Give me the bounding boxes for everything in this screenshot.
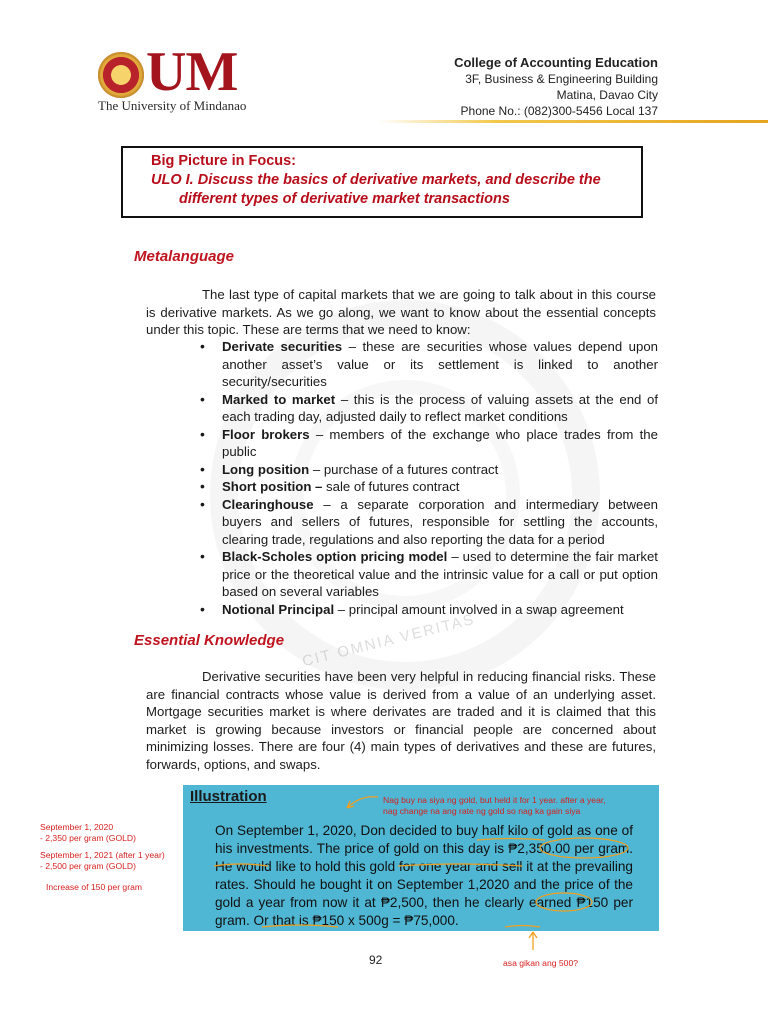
term-definition: – members of the exchange who place trades from the public [222,426,658,459]
term-definition: – this is the process of valuing assets at the end of each trading day, adjusted daily to reflect market conditions [222,391,659,424]
term-label: Long position [222,461,310,477]
term-label: Short position – [222,479,323,494]
metalanguage-intro-text: The last type of capital markets that we are going to talk about in this course is derivative markets. As we go along, we want to know about the essential concepts under this topic. These are terms that we need to know: [146,287,656,337]
underline-earned [262,925,338,927]
page-number: 92 [369,953,383,967]
arrow-bottom-note-icon [529,932,537,950]
side-note-date-2021: September 1, 2021 (after 1 year) [40,850,165,860]
college-phone: Phone No.: (082)300-5456 Local 137 [460,104,658,118]
underline-500g [505,926,540,928]
term-label: Clearinghouse [222,496,314,512]
ulo-line-2: different types of derivative market transactions [179,191,510,207]
term-definition: sale of futures contract [322,479,460,494]
side-note-price-2020: - 2,350 per gram (GOLD) [40,833,136,843]
illustration-title: Illustration [190,788,267,805]
underline-hold-year [398,864,522,866]
essential-knowledge-heading: Essential Knowledge [134,632,285,649]
annotation-bottom-note: asa gikan ang 500? [503,958,579,968]
term-definition: – a separate corporation and intermediary between buyers and sellers of futures, responsible for settling the accounts, clearing trade, regulations and also reporting the data for a period [222,496,658,547]
college-address-line: 3F, Business & Engineering Building [465,72,658,86]
big-picture-heading: Big Picture in Focus: [151,153,297,169]
watermark-text: CIT OMNIA VERITAS [300,610,478,671]
annotation-top-note: Nag buy na siya ng gold, but held it for 1 year. after a year, nag change na ang rate ng gold so nag ka gain siya [383,795,606,816]
college-name: College of Accounting Education [454,55,658,70]
term-label: Notional Principal [222,601,335,617]
logo-letters: UM [146,41,238,103]
essential-knowledge-text: Derivative securities have been very helpful in reducing financial risks. These are financial contracts whose value is derived from a value of an underlying asset. Mortgage securities market is where derivates are traded and it is claimed that this market is growing because investors or financial people are concerned about minimizing losses. There are four (4) main types of derivatives and these are futures, forwards, options, and swaps. [146,669,656,772]
term-label: Floor brokers [222,426,310,442]
term-definition: – used to determine the fair market price or the theoretical value and the intrinsic value for a call or put option based on several variables [222,549,658,599]
term-label: Black-Scholes option pricing model [222,549,448,564]
term-definition: – purchase of a futures contract [309,461,499,477]
university-name: The University of Mindanao [98,98,247,113]
college-address-line: Matina, Davao City [556,88,658,102]
underline-half-kilo [477,839,545,841]
term-definition: – principal amount involved in a swap agreement [334,601,624,617]
term-definition: – these are securities whose values depend upon another asset’s value or its settlement is linked to another security/securities [222,339,658,389]
side-note-price-2021: - 2,500 per gram (GOLD) [40,861,136,871]
term-label: Derivate securities [222,339,343,354]
illustration-body: On September 1, 2020, Don decided to buy half kilo of gold as one of his investments. The price of gold on this day is ₱2,350.00 per gram. He would like to hold this gold for one year and sell it at the prevailing rates. Should he bought it on September 1,2020 and the price of the gold a year from now it at ₱2,500, then he clearly earned ₱150 per gram. Or that is ₱150 x 500g = ₱75,000. [215,823,633,928]
metalanguage-heading: Metalanguage [134,248,235,265]
term-label: Marked to market [222,391,336,407]
underline-per-gram [214,864,268,866]
ulo-line-1: ULO I. Discuss the basics of derivative markets, and describe the [151,172,601,188]
side-note-increase: Increase of 150 per gram [46,882,143,892]
side-note-date-2020: September 1, 2020 [40,822,114,832]
circle-price-2350 [540,838,628,858]
circle-price-2500 [536,893,592,911]
